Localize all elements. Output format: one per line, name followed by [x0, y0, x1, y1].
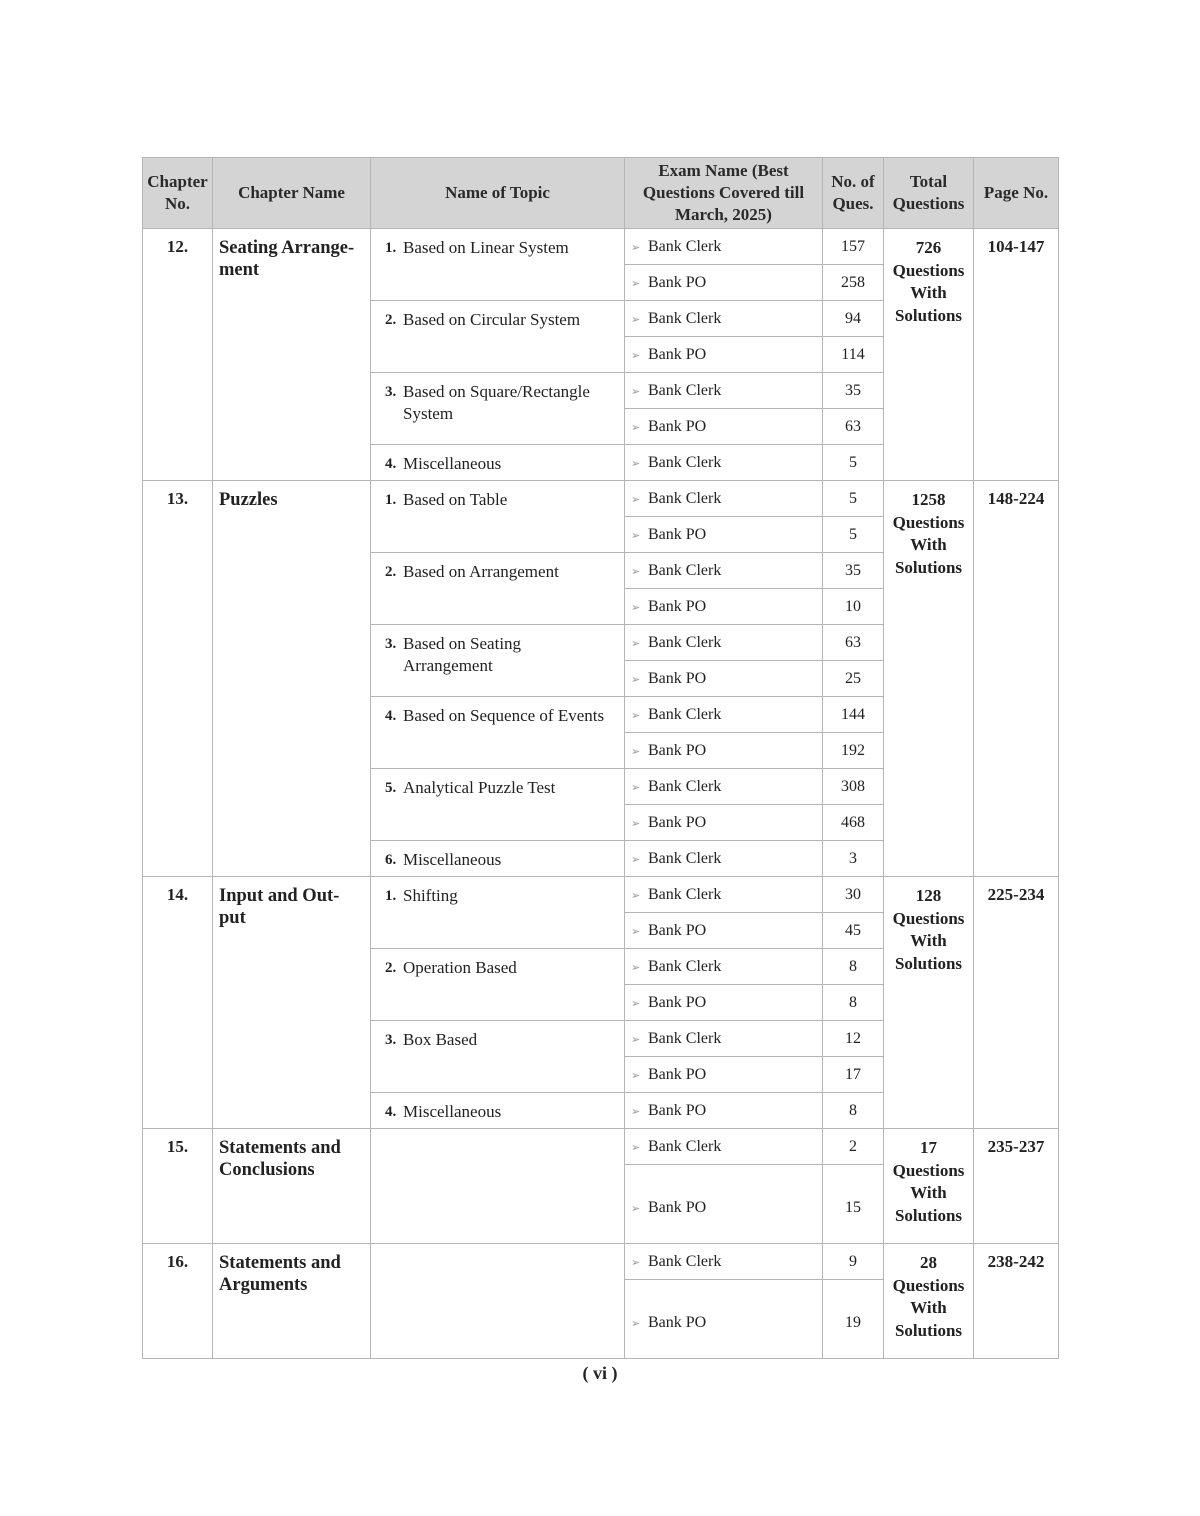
topic-number: 3.	[385, 384, 397, 400]
question-count: 308	[823, 769, 884, 805]
header-chapter-no: Chapter No.	[143, 158, 213, 229]
exam-name: Bank PO	[648, 1065, 707, 1083]
total-questions	[884, 1244, 974, 1359]
arrow-bullet-icon: ➢	[631, 1318, 641, 1330]
total-questions	[884, 481, 974, 877]
exam-cell	[625, 949, 823, 985]
arrow-bullet-icon: ➢	[631, 241, 641, 254]
exam-cell	[625, 373, 823, 409]
topic-cell	[371, 1244, 625, 1359]
exam-cell	[625, 985, 823, 1021]
topic-number: 2.	[385, 312, 397, 328]
exam-name: Bank Clerk	[648, 1029, 722, 1047]
exam-cell	[625, 265, 823, 301]
topic-number: 6.	[385, 852, 397, 868]
topic-cell	[371, 301, 625, 373]
exam-cell	[625, 589, 823, 625]
topic-number: 3.	[385, 1032, 397, 1048]
question-count: 468	[823, 805, 884, 841]
topic-cell	[371, 229, 625, 301]
chapter-number: 13.	[143, 481, 213, 877]
topic-name: Based on Linear System	[403, 238, 569, 257]
exam-name: Bank PO	[648, 345, 707, 363]
header-row	[143, 158, 1059, 229]
topic-cell	[371, 1021, 625, 1093]
topic-name: Based on Arrangement	[403, 562, 559, 581]
exam-cell	[625, 1244, 823, 1280]
arrow-bullet-icon: ➢	[631, 457, 641, 470]
total-questions	[884, 1129, 974, 1244]
exam-name: Bank Clerk	[648, 705, 722, 723]
exam-name: Bank PO	[648, 741, 707, 759]
topic-cell	[371, 373, 625, 445]
topic-cell	[371, 877, 625, 949]
exam-name: Bank PO	[648, 1314, 707, 1331]
arrow-bullet-icon: ➢	[631, 529, 641, 542]
header-exam: Exam Name (Best Questions Covered till March, 2025)	[625, 158, 823, 229]
topic-name: Box Based	[403, 1030, 478, 1049]
exam-name: Bank Clerk	[648, 309, 722, 327]
exam-name: Bank PO	[648, 417, 707, 435]
topic-cell	[371, 949, 625, 1021]
arrow-bullet-icon: ➢	[631, 781, 641, 794]
question-count: 15	[823, 1165, 884, 1244]
exam-name: Bank Clerk	[648, 849, 722, 867]
topic-number: 4.	[385, 456, 397, 472]
topic-cell	[371, 1129, 625, 1244]
page-range: 148-224	[974, 481, 1059, 877]
total-text: Questions With Solutions	[892, 512, 965, 577]
arrow-bullet-icon: ➢	[631, 637, 641, 650]
page-range: 225-234	[974, 877, 1059, 1129]
question-count: 35	[823, 373, 884, 409]
topic-cell	[371, 553, 625, 625]
exam-cell	[625, 625, 823, 661]
question-count: 30	[823, 877, 884, 913]
topic-number: 4.	[385, 708, 397, 724]
exam-cell	[625, 445, 823, 481]
topic-number: 1.	[385, 492, 397, 508]
chapter-number: 16.	[143, 1244, 213, 1359]
arrow-bullet-icon: ➢	[631, 745, 641, 758]
exam-cell	[625, 1129, 823, 1165]
exam-cell	[625, 1165, 823, 1244]
chapter-number: 14.	[143, 877, 213, 1129]
question-count: 5	[823, 517, 884, 553]
total-text: Questions With Solutions	[892, 1275, 965, 1340]
exam-cell	[625, 337, 823, 373]
exam-cell	[625, 1280, 823, 1359]
exam-cell	[625, 229, 823, 265]
table-row	[143, 1244, 1059, 1280]
total-count: 17	[920, 1138, 937, 1157]
total-count: 726	[915, 238, 942, 257]
topic-number: 1.	[385, 888, 397, 904]
table-row	[143, 1129, 1059, 1165]
question-count: 5	[823, 445, 884, 481]
total-questions	[884, 877, 974, 1129]
exam-cell	[625, 661, 823, 697]
exam-cell	[625, 877, 823, 913]
exam-cell	[625, 1057, 823, 1093]
topic-name: Shifting	[403, 886, 458, 905]
topic-name: Miscellaneous	[403, 850, 502, 869]
exam-name: Bank PO	[648, 669, 707, 687]
chapter-name: Seating Arrange-ment	[213, 229, 371, 481]
exam-cell	[625, 769, 823, 805]
arrow-bullet-icon: ➢	[631, 889, 641, 902]
exam-cell	[625, 841, 823, 877]
topic-number: 2.	[385, 564, 397, 580]
exam-name: Bank PO	[648, 1199, 707, 1216]
header-topic: Name of Topic	[371, 158, 625, 229]
topic-name: Based on Circular System	[403, 310, 581, 329]
exam-cell	[625, 1021, 823, 1057]
arrow-bullet-icon: ➢	[631, 277, 641, 290]
topic-cell	[371, 1093, 625, 1129]
question-count: 25	[823, 661, 884, 697]
exam-cell	[625, 481, 823, 517]
arrow-bullet-icon: ➢	[631, 1105, 641, 1118]
arrow-bullet-icon: ➢	[631, 601, 641, 614]
exam-name: Bank Clerk	[648, 1252, 722, 1270]
question-count: 8	[823, 949, 884, 985]
question-count: 94	[823, 301, 884, 337]
question-count: 35	[823, 553, 884, 589]
exam-name: Bank Clerk	[648, 633, 722, 651]
question-count: 3	[823, 841, 884, 877]
topic-name: Miscellaneous	[403, 454, 502, 473]
topic-cell	[371, 445, 625, 481]
chapter-name: Statements and Conclusions	[213, 1129, 371, 1244]
exam-name: Bank PO	[648, 813, 707, 831]
question-count: 8	[823, 1093, 884, 1129]
exam-cell	[625, 733, 823, 769]
page-range: 235-237	[974, 1129, 1059, 1244]
topic-number: 4.	[385, 1104, 397, 1120]
arrow-bullet-icon: ➢	[631, 313, 641, 326]
question-count: 9	[823, 1244, 884, 1280]
topic-cell	[371, 697, 625, 769]
exam-cell	[625, 301, 823, 337]
topic-name: Operation Based	[403, 958, 517, 977]
question-count: 144	[823, 697, 884, 733]
question-count: 114	[823, 337, 884, 373]
exam-name: Bank Clerk	[648, 561, 722, 579]
chapter-name: Statements and Arguments	[213, 1244, 371, 1359]
exam-cell	[625, 1093, 823, 1129]
question-count: 258	[823, 265, 884, 301]
header-page: Page No.	[974, 158, 1059, 229]
exam-cell	[625, 697, 823, 733]
arrow-bullet-icon: ➢	[631, 925, 641, 938]
exam-name: Bank PO	[648, 525, 707, 543]
chapter-name: Input and Out-put	[213, 877, 371, 1129]
header-no-of-ques: No. of Ques.	[823, 158, 884, 229]
exam-cell	[625, 805, 823, 841]
topic-name: Based on Sequence of Events	[403, 706, 605, 725]
topic-name: Based on Square/Rectangle System	[403, 382, 590, 423]
exam-name: Bank Clerk	[648, 957, 722, 975]
total-count: 28	[920, 1253, 937, 1272]
exam-name: Bank PO	[648, 1101, 707, 1119]
topic-number: 5.	[385, 780, 397, 796]
topic-name: Analytical Puzzle Test	[403, 778, 556, 797]
exam-name: Bank PO	[648, 273, 707, 291]
chapter-name: Puzzles	[213, 481, 371, 877]
question-count: 192	[823, 733, 884, 769]
arrow-bullet-icon: ➢	[631, 349, 641, 362]
question-count: 63	[823, 625, 884, 661]
exam-name: Bank Clerk	[648, 237, 722, 255]
question-count: 45	[823, 913, 884, 949]
topic-name: Based on Table	[403, 490, 508, 509]
topic-cell	[371, 625, 625, 697]
question-count: 8	[823, 985, 884, 1021]
page-number: ( vi )	[582, 1363, 618, 1383]
chapter-number: 15.	[143, 1129, 213, 1244]
table-row	[143, 877, 1059, 913]
exam-cell	[625, 913, 823, 949]
question-count: 2	[823, 1129, 884, 1165]
exam-name: Bank Clerk	[648, 777, 722, 795]
question-count: 5	[823, 481, 884, 517]
exam-name: Bank Clerk	[648, 381, 722, 399]
total-text: Questions With Solutions	[892, 1160, 965, 1225]
exam-cell	[625, 517, 823, 553]
topic-cell	[371, 769, 625, 841]
topic-cell	[371, 481, 625, 553]
topic-number: 3.	[385, 636, 397, 652]
exam-name: Bank Clerk	[648, 489, 722, 507]
total-questions	[884, 229, 974, 481]
exam-name: Bank PO	[648, 597, 707, 615]
topic-name: Based on Seating Arrangement	[403, 634, 522, 675]
arrow-bullet-icon: ➢	[631, 961, 641, 974]
arrow-bullet-icon: ➢	[631, 1203, 641, 1215]
exam-name: Bank PO	[648, 993, 707, 1011]
arrow-bullet-icon: ➢	[631, 1033, 641, 1046]
total-text: Questions With Solutions	[892, 908, 965, 973]
total-count: 1258	[911, 490, 946, 509]
question-count: 17	[823, 1057, 884, 1093]
arrow-bullet-icon: ➢	[631, 709, 641, 722]
topic-number: 1.	[385, 240, 397, 256]
table-row	[143, 229, 1059, 265]
contents-table	[142, 157, 1059, 1359]
topic-cell	[371, 841, 625, 877]
question-count: 157	[823, 229, 884, 265]
exam-name: Bank Clerk	[648, 453, 722, 471]
table-row	[143, 481, 1059, 517]
exam-name: Bank PO	[648, 921, 707, 939]
arrow-bullet-icon: ➢	[631, 493, 641, 506]
arrow-bullet-icon: ➢	[631, 1069, 641, 1082]
arrow-bullet-icon: ➢	[631, 853, 641, 866]
chapter-number: 12.	[143, 229, 213, 481]
question-count: 19	[823, 1280, 884, 1359]
exam-name: Bank Clerk	[648, 885, 722, 903]
total-count: 128	[915, 886, 942, 905]
question-count: 10	[823, 589, 884, 625]
topic-name: Miscellaneous	[403, 1102, 502, 1121]
arrow-bullet-icon: ➢	[631, 385, 641, 398]
page-range: 238-242	[974, 1244, 1059, 1359]
header-total: Total Questions	[884, 158, 974, 229]
arrow-bullet-icon: ➢	[631, 1256, 641, 1269]
arrow-bullet-icon: ➢	[631, 817, 641, 830]
arrow-bullet-icon: ➢	[631, 1141, 641, 1154]
question-count: 63	[823, 409, 884, 445]
total-text: Questions With Solutions	[892, 260, 965, 325]
exam-cell	[625, 409, 823, 445]
question-count: 12	[823, 1021, 884, 1057]
arrow-bullet-icon: ➢	[631, 421, 641, 434]
arrow-bullet-icon: ➢	[631, 673, 641, 686]
page-range: 104-147	[974, 229, 1059, 481]
exam-cell	[625, 553, 823, 589]
exam-name: Bank Clerk	[648, 1137, 722, 1155]
header-chapter-name: Chapter Name	[213, 158, 371, 229]
arrow-bullet-icon: ➢	[631, 565, 641, 578]
topic-number: 2.	[385, 960, 397, 976]
arrow-bullet-icon: ➢	[631, 997, 641, 1010]
